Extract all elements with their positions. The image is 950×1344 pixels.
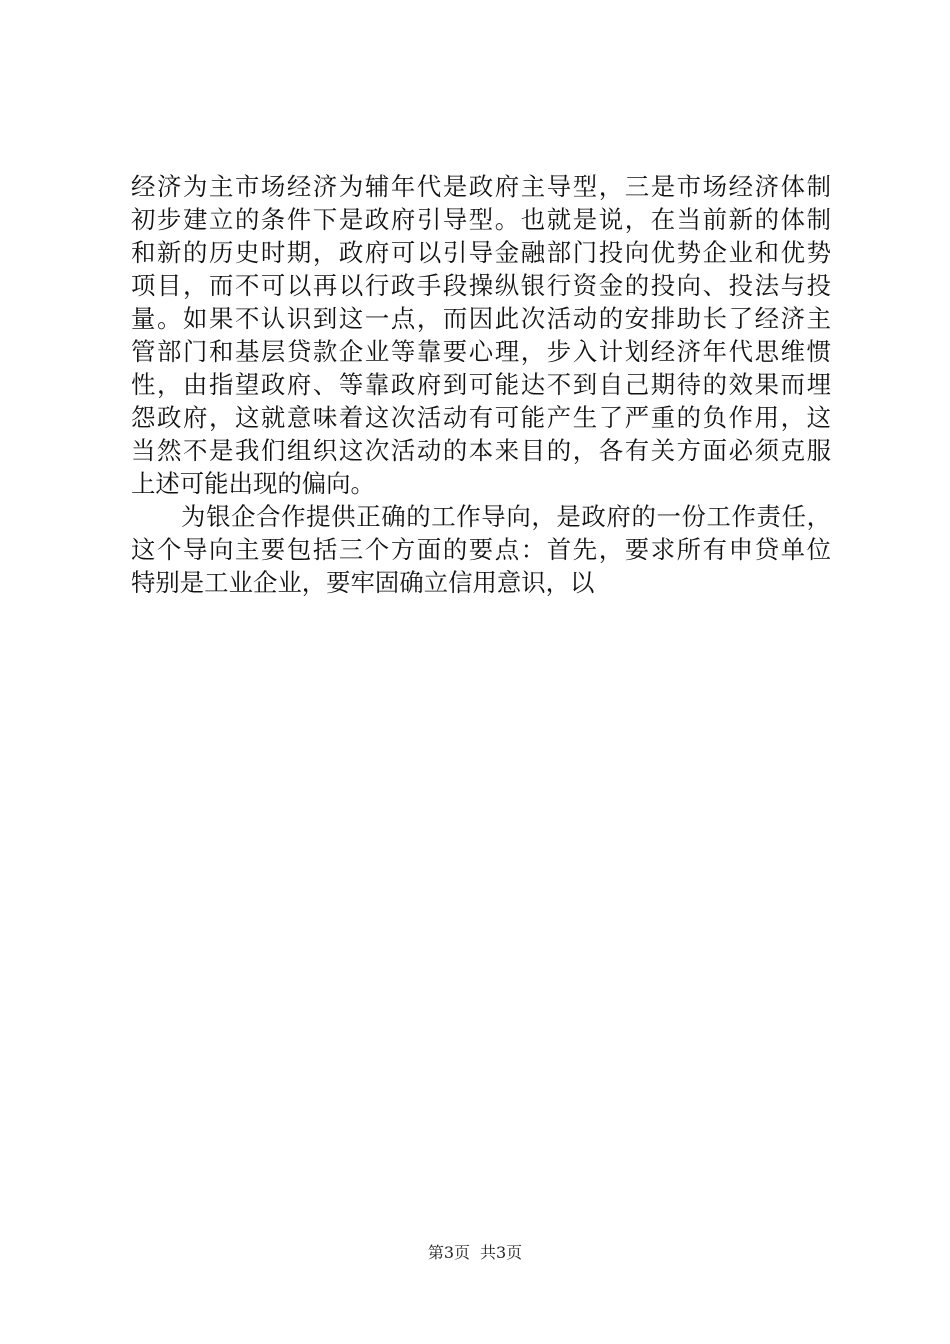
text-line: 怨政府，这就意味着这次活动有可能产生了严重的负作用，这 bbox=[131, 403, 831, 432]
page-footer bbox=[0, 1242, 950, 1264]
text-line: 初步建立的条件下是政府引导型。也就是说，在当前新的体制 bbox=[131, 205, 831, 234]
text-line: 和新的历史时期，政府可以引导金融部门投向优势企业和优势 bbox=[131, 238, 831, 267]
text-line: 量。如果不认识到这一点，而因此次活动的安排助长了经济主 bbox=[131, 304, 831, 333]
paragraph-end-line: 上述可能出现的偏向。 bbox=[131, 469, 375, 498]
text-line: 为银企合作提供正确的工作导向，是政府的一份工作责任， bbox=[131, 502, 831, 531]
text-line: 这个导向主要包括三个方面的要点：首先，要求所有申贷单位 bbox=[131, 535, 831, 564]
text-line: 管部门和基层贷款企业等靠要心理，步入计划经济年代思维惯 bbox=[131, 337, 831, 366]
text-line: 项目，而不可以再以行政手段操纵银行资金的投向、投法与投 bbox=[131, 271, 831, 300]
paragraph-end-line: 特别是工业企业，要牢固确立信用意识，以 bbox=[131, 568, 595, 597]
page-total: 共3页 bbox=[480, 1243, 523, 1262]
page-number: 第3页 bbox=[427, 1243, 470, 1262]
text-line: 当然不是我们组织这次活动的本来目的，各有关方面必须克服 bbox=[131, 436, 831, 465]
document-body bbox=[131, 170, 831, 599]
text-line: 经济为主市场经济为辅年代是政府主导型，三是市场经济体制 bbox=[131, 172, 831, 201]
text-line: 性，由指望政府、等靠政府到可能达不到自己期待的效果而埋 bbox=[131, 370, 831, 399]
